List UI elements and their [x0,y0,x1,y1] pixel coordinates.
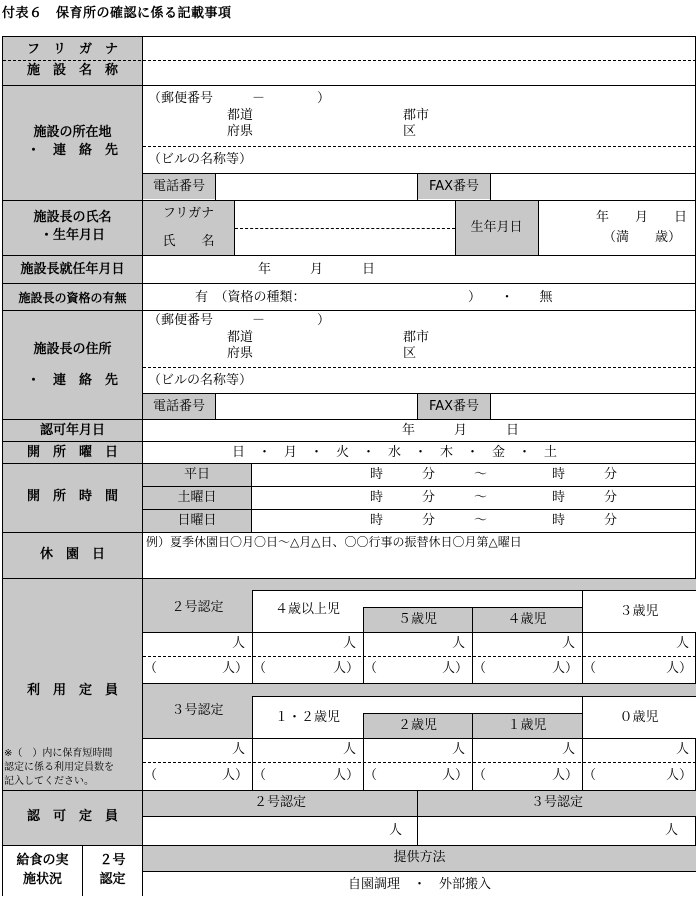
age3-header: ３歳児 [619,604,659,619]
todofuken-1: 都道 [227,108,254,123]
open-hours-label: 開 所 時 間 [26,489,118,504]
saturday-time: 時 分 ～ 時 分 [370,490,618,505]
age12-header: １・２歳児 [274,710,340,725]
form-title: 付表６ 保育所の確認に係る記載事項 [2,6,232,21]
age0-header: ０歳児 [619,710,659,725]
c2-3-person: 人 [676,636,690,651]
capacity-note-3: 記入してください。 [4,776,94,787]
sunday-label: 日曜日 [177,513,217,528]
dir-gunshi-2: 区 [403,346,417,361]
gunshi-1: 郡市 [403,108,430,123]
approved-cert3: ３号認定 [530,795,583,810]
approved-cap-label: 認 可 定 員 [26,809,118,824]
address-label-2: ・ 連 絡 先 [26,143,118,158]
todofuken-2: 府県 [227,124,254,139]
approved-date-value: 年 月 日 [402,423,520,438]
c3-12-paren-open: （ [253,768,267,783]
capacity-note-1: ※（ ）内に保育短時間 [4,748,113,759]
c2-3-paren-open: （ [583,661,597,676]
c2-3-paren-close: 人） [666,661,693,676]
open-days-label: 開 所 曜 日 [26,445,118,460]
c3-2-person: 人 [452,742,466,757]
dir-building-name: （ビルの名称等） [148,373,253,388]
dir-fax-label: FAX番号 [428,399,480,414]
c3-1-paren-open: （ [473,768,487,783]
dir-postal-code: （郵便番号 － ） [148,313,331,328]
c2-5-paren-open: （ [364,661,378,676]
c3-1-person: 人 [562,742,576,757]
approved-cert2: ２号認定 [253,795,306,810]
approved-cert2-person: 人 [389,823,403,838]
phone-label: 電話番号 [152,179,205,194]
c2-5-person: 人 [452,636,466,651]
c2-4plus-paren-open: （ [253,661,267,676]
approved-date-label: 認可年月日 [39,423,105,438]
appointed-label: 施設長就任年月日 [20,262,125,277]
director-name-label: 氏 名 [162,234,215,249]
c3-2-paren-open: （ [364,768,378,783]
c2-4plus-person: 人 [343,636,357,651]
dir-phone-label: 電話番号 [152,399,205,414]
sunday-time: 時 分 ～ 時 分 [370,513,618,528]
c3-total-person: 人 [232,742,246,757]
holiday-label: 休 園 日 [39,547,105,562]
c2-4plus-paren-close: 人） [333,661,360,676]
facility-name-field[interactable] [144,38,694,83]
capacity-label: 利 用 定 員 [26,683,118,698]
qualification-label: 施設長の資格の有無 [18,291,127,305]
dir-todofuken-1: 都道 [227,330,254,345]
address-label-1: 施設の所在地 [33,125,112,140]
meal-cert-1: ２号 [99,853,126,868]
c2-4-person: 人 [562,636,576,651]
meal-method-value: 自園調理 ・ 外部搬入 [347,877,491,892]
c3-0-paren-close: 人） [666,768,693,783]
c2-total-person: 人 [232,636,246,651]
c3-1-paren-close: 人） [552,768,579,783]
meal-label-2: 施状況 [22,872,62,887]
age4plus-header: ４歳以上児 [274,602,340,617]
approved-cert3-person: 人 [665,823,679,838]
meal-cert-2: 認定 [99,872,126,887]
furigana-label: フ リ ガ ナ [26,42,118,57]
c3-2-paren-close: 人） [442,768,469,783]
birth-ymd: 年 月 日 [596,210,688,225]
dir-address-label-1: 施設長の住所 [33,342,112,357]
holiday-example: 例）夏季休園日〇月〇日～△月△日、〇〇行事の振替休日〇月第△曜日 [146,535,522,549]
cert3-label: ３号認定 [171,703,224,718]
saturday-label: 土曜日 [177,490,217,505]
age1-header: １歳児 [507,718,547,733]
birthdate-label: 生年月日 [470,220,523,235]
c2-total-paren-open: （ [144,661,158,676]
qualification-value: 有 （資格の種類： ） ・ 無 [195,290,553,305]
dir-address-label-2: ・ 連 絡 先 [26,373,118,388]
c3-0-person: 人 [676,742,690,757]
cert2-label: ２号認定 [171,600,224,615]
gunshi-2: 区 [403,124,417,139]
meal-method-label: 提供方法 [393,850,446,865]
c3-12-person: 人 [343,742,357,757]
weekday-time: 時 分 ～ 時 分 [370,467,618,482]
c3-total-paren-close: 人） [222,768,249,783]
c2-5-paren-close: 人） [442,661,469,676]
c3-0-paren-open: （ [583,768,597,783]
birth-age: （満 歳） [603,230,682,245]
director-label-1: 施設長の氏名 [33,210,112,225]
age4-header: ４歳児 [507,612,547,627]
meal-label-1: 給食の実 [16,853,69,868]
open-days-value: 日 ・ 月 ・ 火 ・ 水 ・ 木 ・ 金 ・ 土 [232,445,558,460]
c2-4-paren-open: （ [473,661,487,676]
building-name: （ビルの名称等） [148,152,253,167]
dir-todofuken-2: 府県 [227,346,254,361]
c2-total-paren-close: 人） [222,661,249,676]
c3-total-paren-open: （ [144,768,158,783]
dir-gunshi-1: 郡市 [403,330,430,345]
facility-name-label: 施 設 名 称 [26,63,118,78]
fax-label: FAX番号 [428,179,480,194]
weekday-label: 平日 [183,467,210,482]
capacity-note-2: 認定に係る利用定員数を [4,762,114,773]
age2-header: ２歳児 [397,718,437,733]
c3-12-paren-close: 人） [333,768,360,783]
age5-header: ５歳児 [397,612,437,627]
director-label-2: ・生年月日 [39,228,105,243]
director-furigana-label: フリガナ [162,206,215,221]
postal-code: （郵便番号 － ） [148,91,331,106]
c2-4-paren-close: 人） [552,661,579,676]
appointed-value: 年 月 日 [258,262,376,277]
